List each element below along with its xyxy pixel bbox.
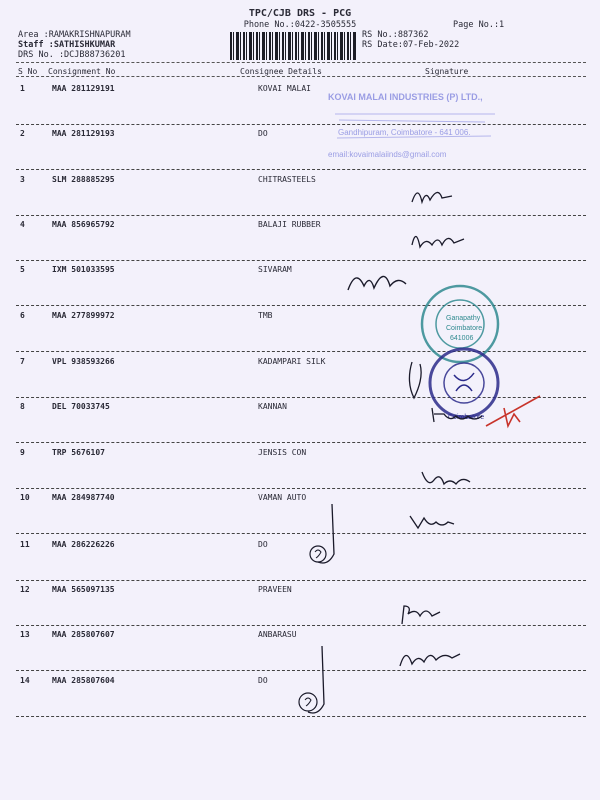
row-consignee: DO [258, 129, 268, 138]
row-consignment: MAA 284987740 [52, 493, 115, 502]
row-sno: 13 [20, 630, 30, 639]
row-sno: 4 [20, 220, 25, 229]
row-consignment: TRP 5676107 [52, 448, 105, 457]
row-divider [16, 215, 586, 216]
signature-row-5-icon [344, 262, 414, 298]
row-sno: 14 [20, 676, 30, 685]
row-consignee: BALAJI RUBBER [258, 220, 321, 229]
table-row [0, 84, 600, 129]
row-divider [16, 580, 586, 581]
table-row [0, 448, 600, 493]
row-consignee: ANBARASU [258, 630, 297, 639]
column-consignment: Consignment No [48, 67, 116, 76]
row-sno: 5 [20, 265, 25, 274]
company-stamp-line2: Gandhipuram, Coimbatore - 641 006. [338, 128, 471, 137]
row-consignment: MAA 565097135 [52, 585, 115, 594]
signature-row-4-icon [408, 225, 468, 255]
row-consignee: SIVARAM [258, 265, 292, 274]
row-sno: 2 [20, 129, 25, 138]
row-sno: 10 [20, 493, 30, 502]
signature-row-12-icon [398, 602, 448, 628]
row-consignment: MAA 281129191 [52, 84, 115, 93]
row-divider [16, 260, 586, 261]
row-consignment: MAA 286226226 [52, 540, 115, 549]
drs-barcode [230, 32, 356, 60]
ditto-mark-row-14-icon [290, 642, 340, 722]
table-row [0, 220, 600, 265]
row-consignment: IXM 501033595 [52, 265, 115, 274]
row-consignment: MAA 285807604 [52, 676, 115, 685]
company-stamp-line1: KOVAI MALAI INDUSTRIES (P) LTD., [328, 92, 483, 102]
column-sno: S No [18, 67, 38, 76]
row-sno: 12 [20, 585, 30, 594]
row-consignee: CHITRASTEELS [258, 175, 316, 184]
table-row [0, 265, 600, 310]
signature-row-8-icon [430, 404, 490, 426]
row-sno: 7 [20, 357, 25, 366]
row-sno: 9 [20, 448, 25, 457]
svg-text:Coimbatore: Coimbatore [448, 414, 485, 421]
row-consignment: SLM 288885295 [52, 175, 115, 184]
column-signature: Signature [425, 67, 469, 76]
row-sno: 6 [20, 311, 25, 320]
column-consignee: Consignee Details [240, 67, 322, 76]
row-consignment: VPL 938593266 [52, 357, 115, 366]
row-consignee: DO [258, 676, 268, 685]
row-consignee: DO [258, 540, 268, 549]
row-divider [16, 488, 586, 489]
row-sno: 8 [20, 402, 25, 411]
svg-text:641006: 641006 [450, 335, 474, 342]
row-consignment: DEL 70033745 [52, 402, 110, 411]
row-consignment: MAA 281129193 [52, 129, 115, 138]
ditto-mark-row-11-icon [300, 500, 350, 570]
signature-row-7-icon [402, 358, 442, 408]
table-row [0, 175, 600, 220]
rs-date: RS Date:07-Feb-2022 [362, 40, 460, 50]
signature-row-13-icon [396, 642, 466, 672]
signature-row-9-icon [418, 468, 478, 492]
svg-text:Coimbatore: Coimbatore [446, 325, 483, 332]
row-consignment: MAA 856965792 [52, 220, 115, 229]
row-consignment: MAA 277899972 [52, 311, 115, 320]
table-row [0, 129, 600, 174]
header-divider-top [16, 62, 586, 63]
staff-label: Staff :SATHISHKUMAR [18, 40, 116, 50]
drs-number: DRS No. :DCJB88736201 [18, 50, 126, 60]
row-consignment: MAA 285807607 [52, 630, 115, 639]
row-consignee: KADAMPARI SILK [258, 357, 326, 366]
signature-row-10-icon [408, 512, 458, 536]
red-mark-icon [482, 392, 542, 432]
document-title: TPC/CJB DRS - PCG [248, 8, 352, 19]
company-stamp-line3: email:kovaimalaiinds@gmail.com [328, 150, 447, 159]
row-sno: 3 [20, 175, 25, 184]
table-row [0, 585, 600, 630]
row-sno: 11 [20, 540, 30, 549]
row-consignee: KANNAN [258, 402, 287, 411]
area-label: Area :RAMAKRISHNAPURAM [18, 30, 131, 40]
table-row [0, 311, 600, 356]
row-consignee: PRAVEEN [258, 585, 292, 594]
svg-text:Ganapathy: Ganapathy [446, 315, 481, 322]
row-consignee: VAMAN AUTO [258, 493, 307, 502]
company-stamp-icon [325, 100, 505, 170]
row-consignee: JENSIS CON [258, 448, 307, 457]
row-consignee: KOVAI MALAI [258, 84, 311, 93]
signature-row-3-icon [408, 180, 458, 210]
row-divider [16, 442, 586, 443]
header-divider-bottom [16, 76, 586, 77]
page-number: Page No.:1 [453, 20, 505, 30]
phone-number: Phone No.:0422-3505555 [243, 20, 357, 30]
row-sno: 1 [20, 84, 25, 93]
row-divider [16, 625, 586, 626]
rs-number: RS No.:887362 [362, 30, 429, 40]
row-consignee: TMB [258, 311, 273, 320]
